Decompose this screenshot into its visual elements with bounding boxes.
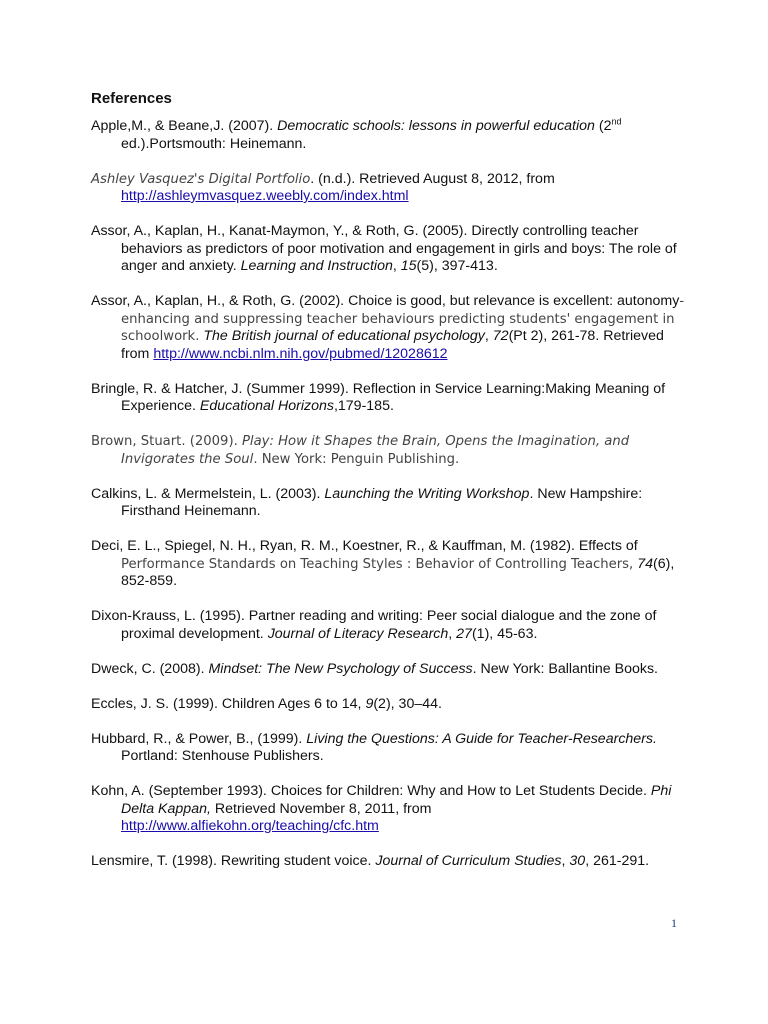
reference-calkins bbox=[91, 486, 691, 521]
reference-assor-2005 bbox=[91, 223, 691, 276]
ref-text: Calkins, L. & Mermelstein, L. (2003). bbox=[91, 485, 325, 502]
references-list bbox=[91, 118, 691, 888]
ref-text: Brown, Stuart. (2009). bbox=[91, 434, 242, 449]
ref-title: Ashley Vasquez's Digital Portfolio bbox=[91, 171, 311, 187]
ref-text: . New York: Ballantine Books. bbox=[472, 660, 658, 677]
ref-title: Living the Questions: A Guide for Teacher-Researchers. bbox=[306, 730, 657, 747]
ref-volume: 72 bbox=[492, 328, 509, 344]
ref-text: Deci, E. L., Spiegel, N. H., Ryan, R. M., Koestner, R., & Kauffman, M. (1982). Effects of bbox=[91, 538, 638, 554]
ref-title: Educational Horizons bbox=[199, 398, 334, 414]
ref-text: ,179-185. bbox=[333, 398, 394, 414]
ref-text: . (n.d.). Retrieved August 8, 2012, from bbox=[310, 170, 555, 187]
ref-text: Assor, A., Kaplan, H., Kanat-Maymon, Y., & Roth, G. (2005). Directly controlling teacher behaviors as predictors of poor motivation and engagement in girls and boys: The role of anger and anxiety. bbox=[91, 223, 677, 274]
ref-title: Journal of Literacy Research bbox=[267, 625, 449, 642]
ref-text-light: Performance Standards on Teaching Styles : Behavior of Controlling Teachers, bbox=[121, 556, 634, 572]
ref-text: (6), 852-859. bbox=[121, 555, 675, 589]
ref-text: Bringle, R. & Hatcher, J. (Summer 1999). Reflection in Service Learning:Making Meaning of Experience. bbox=[91, 380, 666, 414]
ref-text: , bbox=[484, 328, 493, 344]
ref-link-vasquez[interactable]: http://ashleymvasquez.weebly.com/index.html bbox=[121, 188, 409, 204]
reference-brown bbox=[91, 433, 691, 468]
ref-text: , bbox=[561, 853, 570, 869]
ref-text: Eccles, J. S. (1999). Children Ages 6 to 14, bbox=[91, 695, 366, 712]
references-heading: References bbox=[91, 90, 172, 107]
ref-text: Dixon-Krauss, L. (1995). Partner reading and writing: Peer social dialogue and the zone of proximal development. bbox=[91, 608, 657, 642]
ref-text: , bbox=[448, 625, 457, 642]
ref-title: Democratic schools: lessons in powerful education bbox=[277, 118, 595, 134]
ref-text: Dweck, C. (2008). bbox=[91, 660, 209, 677]
ref-volume: 27 bbox=[456, 625, 472, 642]
ref-text: Portland: Stenhouse Publishers. bbox=[121, 748, 324, 764]
ref-text-light: -enhancing and suppressing teacher behaviours predicting students' engagement in schoolwork. bbox=[121, 294, 685, 344]
ref-text: Kohn, A. (September 1993). Choices for Children: Why and How to Let Students Decide. bbox=[91, 783, 651, 799]
ref-title: Journal of Curriculum Studies bbox=[375, 853, 562, 869]
reference-vasquez bbox=[91, 171, 691, 206]
reference-kohn bbox=[91, 783, 691, 836]
ref-volume: 74 bbox=[637, 555, 653, 572]
ref-text: ed.).Portsmouth: Heinemann. bbox=[121, 135, 307, 152]
ref-title: Phi Delta Kappan, bbox=[121, 783, 672, 817]
reference-eccles bbox=[91, 696, 691, 714]
ref-volume: 15 bbox=[400, 258, 417, 274]
ref-link-ncbi[interactable]: http://www.ncbi.nlm.nih.gov/pubmed/12028612 bbox=[153, 345, 448, 362]
ref-text: (2 bbox=[594, 118, 612, 134]
ref-text: . New York: Penguin Publishing. bbox=[253, 451, 460, 467]
ref-title: Launching the Writing Workshop bbox=[324, 485, 530, 502]
reference-dweck bbox=[91, 661, 691, 679]
ref-title: Play: How it Shapes the Brain, Opens the Imagination, and Invigorates the Soul bbox=[121, 434, 630, 467]
ref-text: (2), 30–44. bbox=[373, 695, 442, 712]
reference-lensmire bbox=[91, 853, 691, 871]
ref-text: Assor, A., Kaplan, H., & Roth, G. (2002). Choice is good, but relevance is excellent: autonomy bbox=[91, 293, 680, 309]
ref-link-alfiekohn[interactable]: http://www.alfiekohn.org/teaching/cfc.htm bbox=[121, 818, 379, 834]
reference-deci bbox=[91, 538, 691, 591]
reference-apple bbox=[91, 118, 691, 153]
ref-text: (1), 45-63. bbox=[471, 625, 538, 642]
ref-text: Lensmire, T. (1998). Rewriting student voice. bbox=[91, 853, 376, 869]
ref-volume: 9 bbox=[365, 695, 374, 712]
ref-text: . New Hampshire: Firsthand Heinemann. bbox=[121, 485, 643, 519]
ref-text: Hubbard, R., & Power, B., (1999). bbox=[91, 730, 307, 747]
ref-superscript: nd bbox=[611, 116, 622, 127]
page-number: 1 bbox=[671, 916, 677, 930]
ref-text: Apple,M., & Beane,J. (2007). bbox=[91, 118, 278, 134]
reference-bringle bbox=[91, 381, 691, 416]
ref-volume: 30 bbox=[569, 853, 586, 869]
ref-text: , bbox=[392, 258, 401, 274]
ref-title: Mindset: The New Psychology of Success bbox=[208, 660, 473, 677]
reference-hubbard bbox=[91, 731, 691, 766]
ref-title: The British journal of educational psychology bbox=[203, 328, 485, 344]
ref-text: (5), 397-413. bbox=[416, 258, 498, 274]
ref-text: Retrieved November 8, 2011, from bbox=[210, 800, 432, 817]
ref-text: , 261-291. bbox=[585, 853, 650, 869]
ref-title: Learning and Instruction bbox=[240, 258, 393, 274]
reference-assor-2002 bbox=[91, 293, 691, 363]
ref-text: (Pt 2), 261-78. Retrieved from bbox=[121, 328, 664, 362]
reference-dixon-krauss bbox=[91, 608, 691, 643]
